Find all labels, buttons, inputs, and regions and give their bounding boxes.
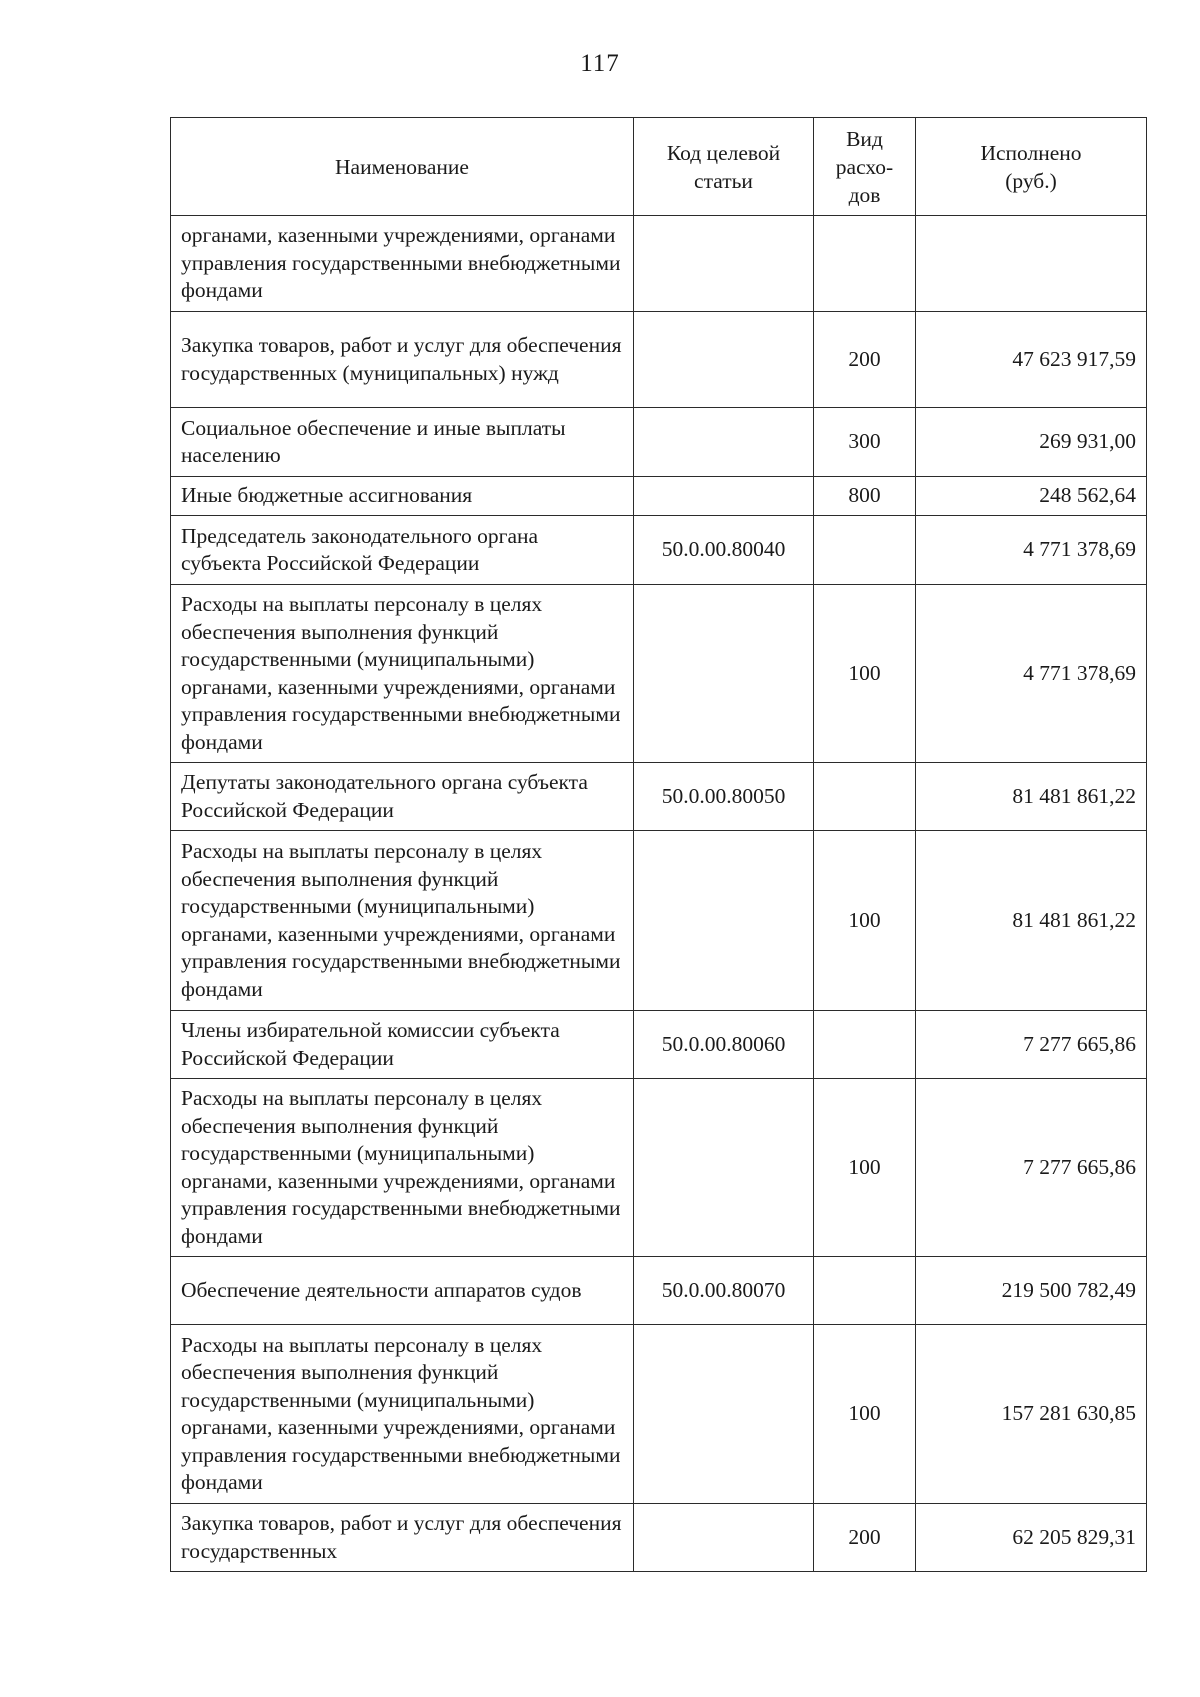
table-row: [171, 1504, 1147, 1572]
row-name: Расходы на выплаты персоналу в целях обеспечения выполнения функций государственными (муниципальными) органами, казенными учреждениями, органами управления государственными внебюджетными фондами: [171, 1079, 634, 1257]
row-amount: 81 481 861,22: [916, 763, 1147, 831]
row-name: Депутаты законодательного органа субъекта Российской Федерации: [171, 763, 634, 831]
header-kind: Вид расхо-дов: [814, 118, 916, 216]
row-name: Председатель законодательного органа субъекта Российской Федерации: [171, 516, 634, 585]
row-name: Расходы на выплаты персоналу в целях обеспечения выполнения функций государственными (муниципальными) органами, казенными учреждениями, органами управления государственными внебюджетными фондами: [171, 585, 634, 763]
row-amount: 269 931,00: [916, 408, 1147, 477]
table-row: [171, 585, 1147, 763]
row-name: Иные бюджетные ассигнования: [171, 477, 634, 516]
header-amount: Исполнено (руб.): [916, 118, 1147, 216]
row-kind: [814, 763, 916, 831]
row-name: Обеспечение деятельности аппаратов судов: [171, 1257, 634, 1325]
row-name: Расходы на выплаты персоналу в целях обеспечения выполнения функций государственными (муниципальными) органами, казенными учреждениями, органами управления государственными внебюджетными фондами: [171, 831, 634, 1011]
row-code: [634, 585, 814, 763]
row-code: 50.0.00.80040: [634, 516, 814, 585]
row-kind: 100: [814, 1079, 916, 1257]
row-code: 50.0.00.80070: [634, 1257, 814, 1325]
row-name: Закупка товаров, работ и услуг для обеспечения государственных: [171, 1504, 634, 1572]
row-kind: [814, 1011, 916, 1079]
row-code: [634, 216, 814, 312]
row-name: Расходы на выплаты персоналу в целях обеспечения выполнения функций государственными (муниципальными) органами, казенными учреждениями, органами управления государственными внебюджетными фондами: [171, 1325, 634, 1504]
table-row: [171, 516, 1147, 585]
table-row: [171, 1325, 1147, 1504]
table-row: [171, 1079, 1147, 1257]
expenditure-table: [170, 117, 1147, 1572]
table-row: [171, 216, 1147, 312]
row-kind: [814, 1257, 916, 1325]
table-header-row: [171, 118, 1147, 216]
row-amount: 219 500 782,49: [916, 1257, 1147, 1325]
row-name: органами, казенными учреждениями, органами управления государственными внебюджетными фондами: [171, 216, 634, 312]
row-code: [634, 477, 814, 516]
row-amount: 248 562,64: [916, 477, 1147, 516]
table-row: [171, 408, 1147, 477]
table-row: [171, 1011, 1147, 1079]
table-row: [171, 1257, 1147, 1325]
row-name: Социальное обеспечение и иные выплаты населению: [171, 408, 634, 477]
row-amount: 47 623 917,59: [916, 312, 1147, 408]
table-row: [171, 477, 1147, 516]
row-code: [634, 312, 814, 408]
row-code: [634, 831, 814, 1011]
table-row: [171, 312, 1147, 408]
row-name: Члены избирательной комиссии субъекта Российской Федерации: [171, 1011, 634, 1079]
row-code: 50.0.00.80060: [634, 1011, 814, 1079]
row-name: Закупка товаров, работ и услуг для обеспечения государственных (муниципальных) нужд: [171, 312, 634, 408]
row-amount: 81 481 861,22: [916, 831, 1147, 1011]
row-amount: 4 771 378,69: [916, 516, 1147, 585]
row-kind: 200: [814, 312, 916, 408]
table-row: [171, 763, 1147, 831]
row-amount: 7 277 665,86: [916, 1079, 1147, 1257]
row-code: [634, 408, 814, 477]
row-code: [634, 1079, 814, 1257]
row-amount: 157 281 630,85: [916, 1325, 1147, 1504]
row-amount: 7 277 665,86: [916, 1011, 1147, 1079]
row-kind: 100: [814, 585, 916, 763]
row-code: [634, 1504, 814, 1572]
row-kind: 300: [814, 408, 916, 477]
header-code: Код целевой статьи: [634, 118, 814, 216]
row-amount: 4 771 378,69: [916, 585, 1147, 763]
row-amount: [916, 216, 1147, 312]
row-kind: 100: [814, 1325, 916, 1504]
row-kind: 800: [814, 477, 916, 516]
row-kind: 200: [814, 1504, 916, 1572]
row-code: 50.0.00.80050: [634, 763, 814, 831]
page-number: 117: [580, 50, 620, 77]
table-row: [171, 831, 1147, 1011]
row-kind: [814, 216, 916, 312]
row-amount: 62 205 829,31: [916, 1504, 1147, 1572]
header-name: Наименование: [171, 118, 634, 216]
row-kind: 100: [814, 831, 916, 1011]
row-code: [634, 1325, 814, 1504]
row-kind: [814, 516, 916, 585]
